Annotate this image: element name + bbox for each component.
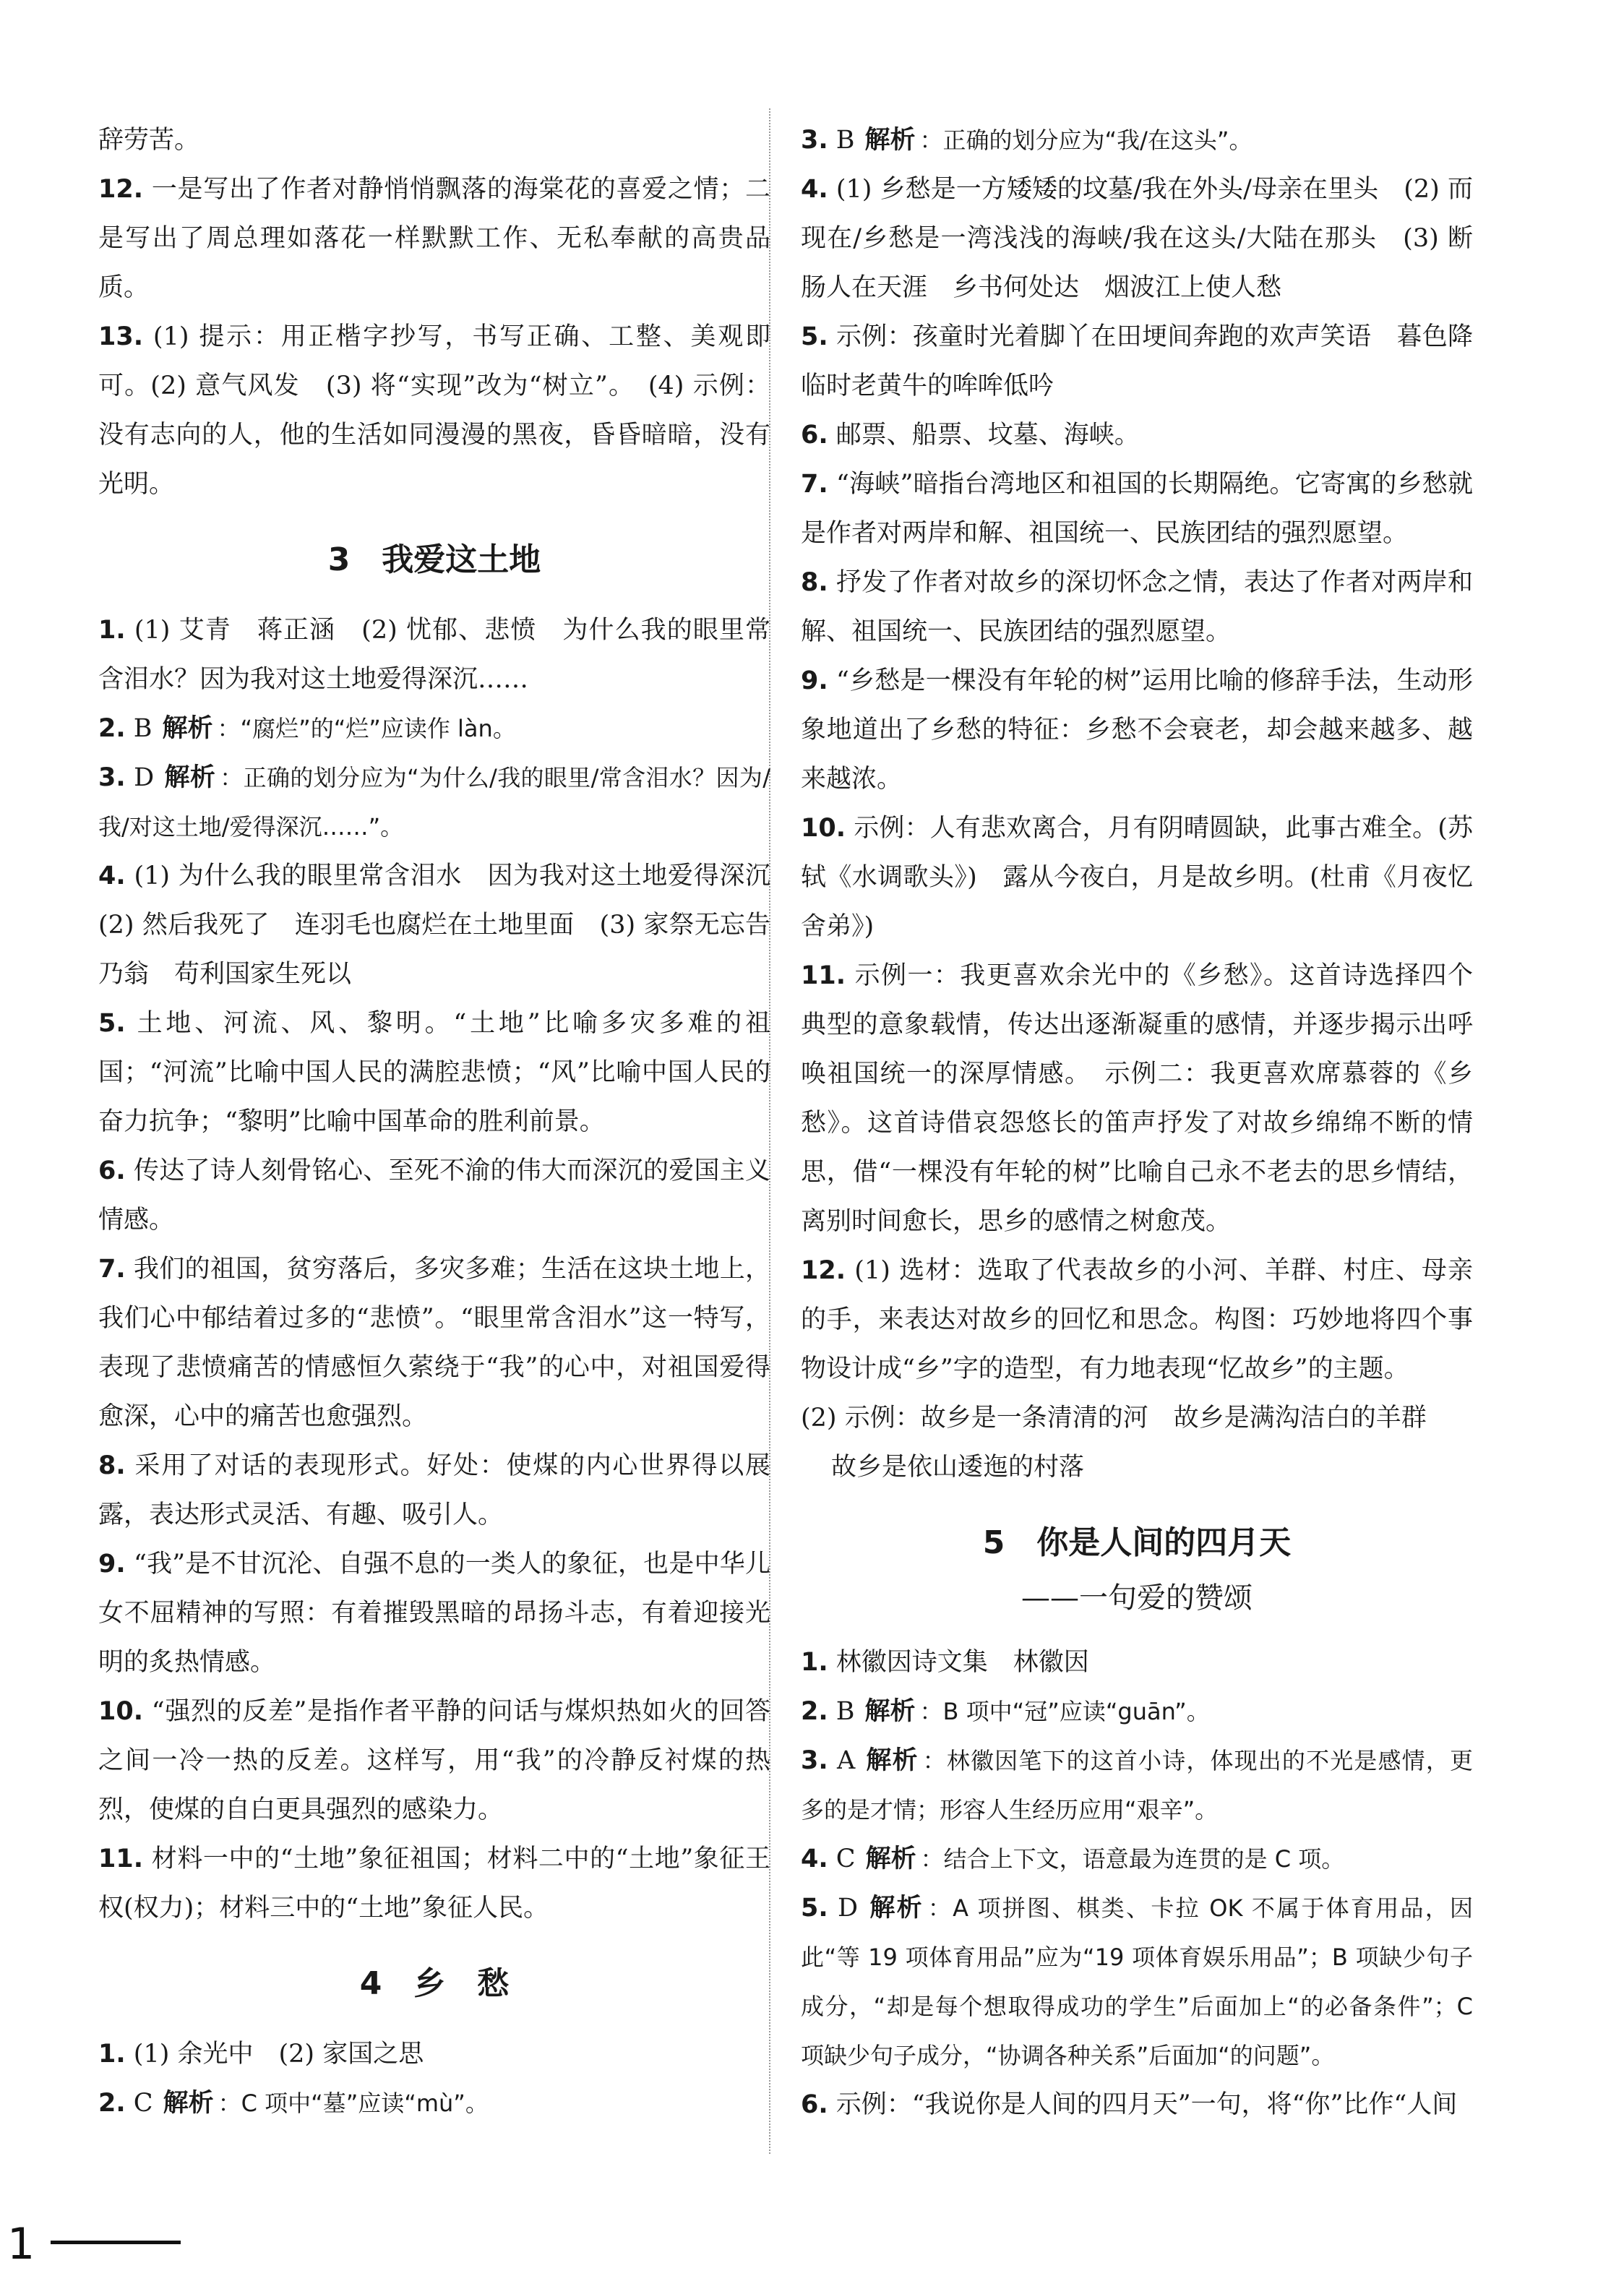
item-number: 5. xyxy=(801,1894,828,1923)
answer-item xyxy=(801,656,1473,804)
answer-item xyxy=(801,1736,1473,1834)
answer-item xyxy=(801,1834,1473,1884)
answer-item xyxy=(98,312,770,509)
footer-rule xyxy=(51,2241,181,2244)
answer-item xyxy=(801,1638,1473,1687)
item-text: “我”是不甘沉沦、自强不息的一类人的象征，也是中华儿女不屈精神的写照：有着摧毁黑暗的昂扬斗志，有着迎接光明的炙热情感。 xyxy=(98,1550,770,1677)
answer-item xyxy=(98,606,770,704)
item-number: 3. xyxy=(801,126,828,155)
item-text: 一是写出了作者对静悄悄飘落的海棠花的喜爱之情；二是写出了周总理如落花一样默默工作、无私奉献的高贵品质。 xyxy=(98,175,770,302)
item-text: ：正确的划分应为“我/在这头”。 xyxy=(919,126,1253,154)
analysis-label: 解析 xyxy=(868,1894,924,1923)
item-number: 6. xyxy=(98,1156,126,1185)
item-number: 12. xyxy=(98,175,144,204)
item-text: “乡愁是一棵没有年轮的树”运用比喻的修辞手法，生动形象地道出了乡愁的特征：乡愁不会衰老，却会越来越多、越来越浓。 xyxy=(801,666,1473,794)
answer-letter: B xyxy=(835,126,855,155)
item-text: 传达了诗人刻骨铭心、至死不渝的伟大而深沉的爱国主义情感。 xyxy=(98,1156,770,1234)
answer-item xyxy=(98,753,770,851)
item-number: 13. xyxy=(98,322,144,351)
right-column xyxy=(801,116,1473,2129)
item-text: “海峡”暗指台湾地区和祖国的长期隔绝。它寄寓的乡愁就是作者对两岸和解、祖国统一、民族团结的强烈愿望。 xyxy=(801,470,1473,548)
item-number: 3. xyxy=(98,763,126,792)
item-text: 林徽因诗文集 林徽因 xyxy=(835,1648,1089,1677)
item-number: 2. xyxy=(98,2089,126,2118)
answer-item xyxy=(801,460,1473,558)
section-heading: 4 乡 愁 xyxy=(359,1965,510,2002)
item-number: 7. xyxy=(801,470,828,499)
analysis-label: 解析 xyxy=(162,714,213,743)
item-text: “强烈的反差”是指作者平静的问话与煤炽热如火的回答之间一冷一热的反差。这样写，用“我”的冷静反衬煤的热烈，使煤的自白更具强烈的感染力。 xyxy=(98,1697,770,1824)
item-text: 抒发了作者对故乡的深切怀念之情，表达了作者对两岸和解、祖国统一、民族团结的强烈愿望。 xyxy=(801,568,1473,646)
item-text: ：正确的划分应为“为什么/我的眼里/常含泪水？因为/我/对这土地/爱得深沉……”。 xyxy=(98,764,770,841)
answer-item xyxy=(801,312,1473,411)
answer-letter: C xyxy=(835,1845,856,1873)
item-number: 3. xyxy=(801,1746,828,1775)
item-text: 我们的祖国，贫穷落后，多灾多难；生活在这块土地上，我们心中郁结着过多的“悲愤”。“眼里常含泪水”这一特写，表现了悲愤痛苦的情感恒久萦绕于“我”的心中，对祖国爱得愈深，心中的痛苦也愈强烈。 xyxy=(98,1255,770,1431)
answer-text: 辞劳苦。 xyxy=(98,126,200,155)
answer-item xyxy=(801,116,1473,165)
answer-letter: D xyxy=(838,1894,859,1923)
answer-item xyxy=(98,851,796,999)
answer-item xyxy=(801,1246,1473,1393)
answer-item xyxy=(801,804,1473,951)
item-number: 7. xyxy=(98,1255,126,1284)
item-number: 5. xyxy=(98,1009,126,1038)
item-number: 11. xyxy=(98,1845,144,1873)
answer-item xyxy=(801,165,1473,312)
item-text: 采用了对话的表现形式。好处：使煤的内心世界得以展露，表达形式灵活、有趣、吸引人。 xyxy=(98,1451,770,1529)
answer-letter: C xyxy=(133,2089,153,2118)
item-number: 11. xyxy=(801,961,846,990)
item-text: 示例：人有悲欢离合，月有阴晴圆缺，此事古难全。(苏轼《水调歌头》) 露从今夜白，月是故乡明。(杜甫《月夜忆舍弟》) xyxy=(801,814,1473,941)
item-text: (1) 乡愁是一方矮矮的坟墓/我在外头/母亲在里头 (2) 而现在/乡愁是一湾浅浅的海峡/我在这头/大陆在那头 (3) 断肠人在天涯 乡书何处达 烟波江上使人愁 xyxy=(801,175,1473,302)
item-number: 2. xyxy=(98,714,126,743)
answer-letter: B xyxy=(835,1697,855,1726)
item-number: 12. xyxy=(801,1256,846,1285)
item-text: 示例：“我说你是人间的四月天”一句，将“你”比作“人间 xyxy=(835,2090,1458,2119)
answer-text: 故乡是依山逶迤的村落 xyxy=(831,1453,1085,1482)
answer-text: (2) 示例：故乡是一条清清的河 故乡是满沟洁白的羊群 xyxy=(801,1404,1427,1433)
answer-item xyxy=(98,1441,770,1539)
section-subheading: ——一句爱的赞颂 xyxy=(1021,1581,1253,1615)
answer-item xyxy=(98,2079,770,2128)
answer-letter: D xyxy=(134,763,155,792)
item-text: (1) 提示：用正楷字抄写，书写正确、工整、美观即可。(2) 意气风发 (3) 将“实现”改为“树立”。 (4) 示例：没有志向的人，他的生活如同漫漫的黑夜，昏昏暗暗，没有光明。 xyxy=(98,322,770,499)
item-number: 10. xyxy=(801,814,846,843)
answer-item xyxy=(98,1245,770,1441)
answer-item xyxy=(801,1687,1473,1736)
analysis-label: 解析 xyxy=(164,763,216,792)
answer-item xyxy=(98,1834,770,1933)
item-text: ：林徽因笔下的这首小诗，体现出的不光是感情，更多的是才情；形容人生经历应用“艰辛”。 xyxy=(801,1747,1473,1824)
answer-item xyxy=(98,999,770,1146)
answer-item xyxy=(98,704,770,753)
page-number: 1 xyxy=(7,2219,35,2269)
analysis-label: 解析 xyxy=(864,126,916,155)
analysis-label: 解析 xyxy=(864,1697,916,1726)
item-number: 4. xyxy=(98,862,126,890)
section-heading: 5 你是人间的四月天 xyxy=(982,1524,1292,1561)
answer-letter: A xyxy=(836,1746,856,1775)
item-text: ：结合上下文，语意最为连贯的是 C 项。 xyxy=(920,1845,1345,1873)
item-number: 9. xyxy=(801,666,828,695)
item-text: (1) 余光中 (2) 家国之思 xyxy=(133,2040,424,2069)
answer-item xyxy=(801,951,1473,1246)
left-column xyxy=(98,116,796,2128)
answer-item xyxy=(801,411,1473,460)
item-text: 示例一：我更喜欢余光中的《乡愁》。这首诗选择四个典型的意象载情，传达出逐渐凝重的感情，并逐步揭示出呼唤祖国统一的深厚情感。 示例二：我更喜欢席慕蓉的《乡愁》。这首诗借哀怨悠长的笛声抒发了对故乡绵绵不断的情思，借“一棵没有年轮的树”比喻自己永不老去的思乡情结，离别时间愈长，思乡的感情之树愈茂。 xyxy=(801,961,1473,1236)
item-number: 8. xyxy=(801,568,828,597)
item-number: 6. xyxy=(801,421,828,450)
item-number: 4. xyxy=(801,1845,828,1873)
item-text: (1) 艾青 蒋正涵 (2) 忧郁、悲愤 为什么我的眼里常含泪水？因为我对这土地爱得深沉…… xyxy=(98,616,770,694)
answer-item xyxy=(801,558,1473,656)
answer-item xyxy=(98,1539,770,1687)
item-text: 土地、河流、风、黎明。“土地”比喻多灾多难的祖国；“河流”比喻中国人民的满腔悲愤；“风”比喻中国人民的奋力抗争；“黎明”比喻中国革命的胜利前景。 xyxy=(98,1009,770,1136)
analysis-label: 解析 xyxy=(865,1746,919,1775)
item-number: 2. xyxy=(801,1697,828,1726)
item-number: 1. xyxy=(98,2040,126,2069)
item-text: (1) 为什么我的眼里常含泪水 因为我对这土地爱得深沉 (2) 然后我死了 连羽毛也腐烂在土地里面 (3) 家祭无忘告乃翁 苟利国家生死以 xyxy=(98,862,796,989)
item-text: ：A 项拼图、棋类、卡拉 OK 不属于体育用品，因此“等 19 项体育用品”应为“19 项体育娱乐用品”；B 项缺少句子成分，“却是每个想取得成功的学生”后面加上“的必备条件”；C 项缺少句子成分，“协调各种关系”后面加“的问题”。 xyxy=(801,1894,1473,2069)
item-number: 8. xyxy=(98,1451,126,1480)
analysis-label: 解析 xyxy=(865,1845,916,1873)
answer-item xyxy=(98,1687,770,1834)
answer-letter: B xyxy=(133,714,152,743)
answer-item xyxy=(801,2080,1473,2129)
item-text: 示例：孩童时光着脚丫在田埂间奔跑的欢声笑语 暮色降临时老黄牛的哞哞低吟 xyxy=(801,322,1473,400)
item-number: 5. xyxy=(801,322,828,351)
item-number: 1. xyxy=(801,1648,828,1677)
item-number: 10. xyxy=(98,1697,144,1726)
item-number: 9. xyxy=(98,1550,126,1579)
answer-item xyxy=(98,1146,770,1245)
item-text: ：B 项中“冠”应读“guān”。 xyxy=(919,1698,1210,1725)
item-number: 6. xyxy=(801,2090,828,2119)
item-text: ：C 项中“墓”应读“mù”。 xyxy=(218,2090,489,2117)
answer-item xyxy=(98,165,770,312)
analysis-label: 解析 xyxy=(163,2089,214,2118)
item-number: 1. xyxy=(98,616,126,645)
answer-item xyxy=(98,2030,770,2079)
section-heading: 3 我爱这土地 xyxy=(327,541,541,578)
item-number: 4. xyxy=(801,175,828,204)
item-text: ：“腐烂”的“烂”应读作 làn。 xyxy=(217,715,516,742)
item-text: 邮票、船票、坟墓、海峡。 xyxy=(835,421,1140,450)
item-text: (1) 选材：选取了代表故乡的小河、羊群、村庄、母亲的手，来表达对故乡的回忆和思念。构图：巧妙地将四个事物设计成“乡”字的造型，有力地表现“忆故乡”的主题。 xyxy=(801,1256,1473,1383)
answer-item xyxy=(801,1884,1473,2080)
item-text: 材料一中的“土地”象征祖国；材料二中的“土地”象征王权(权力)；材料三中的“土地”象征人民。 xyxy=(98,1845,770,1923)
